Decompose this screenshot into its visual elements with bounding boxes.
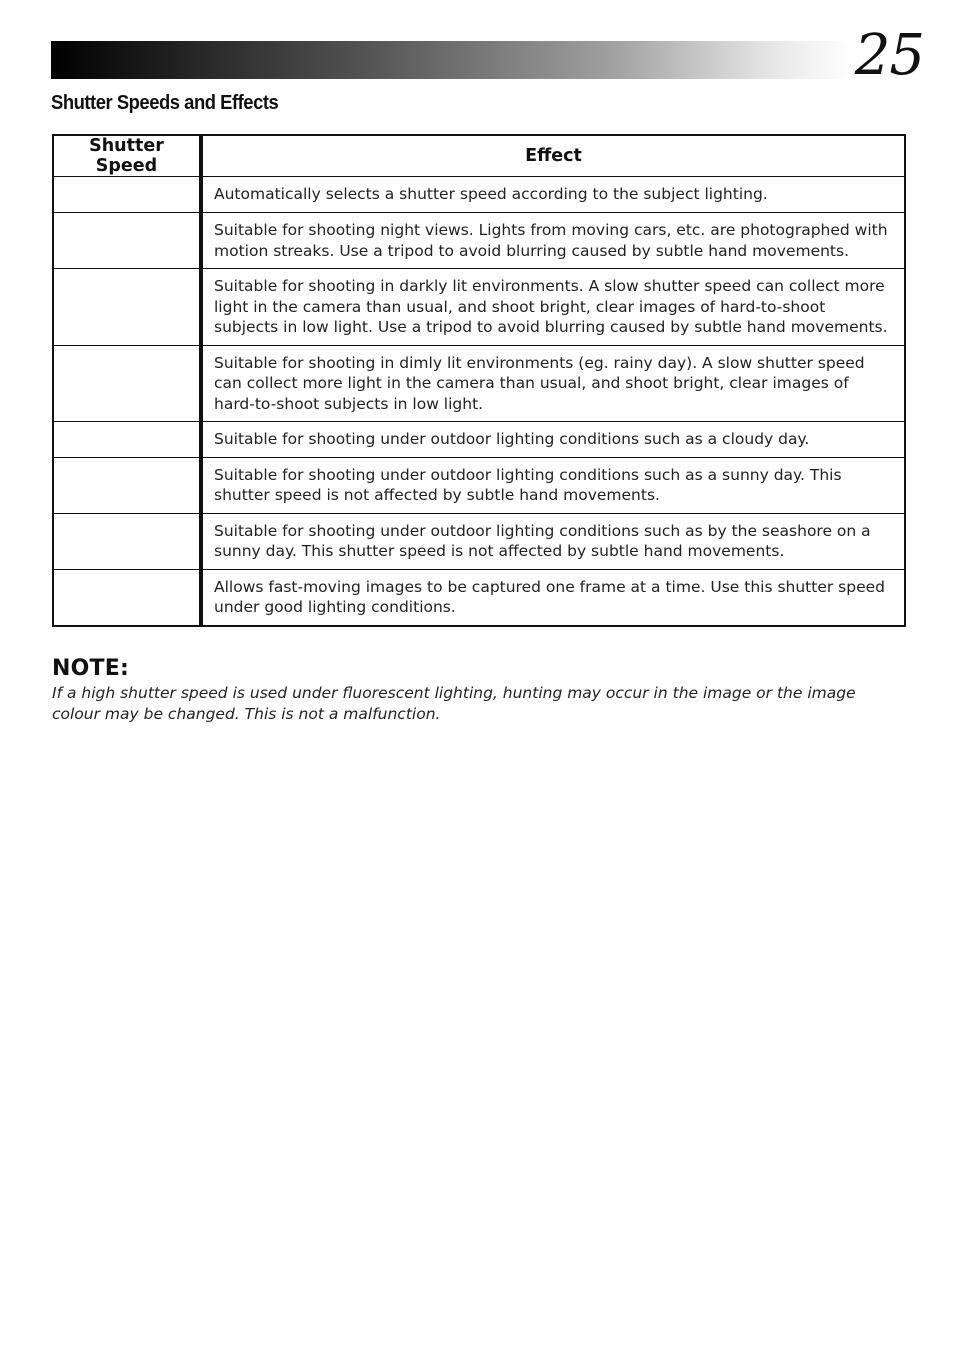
shutter-speed-cell [53, 177, 201, 213]
note-title: NOTE: [52, 656, 129, 681]
effect-cell: Suitable for shooting in dimly lit environments (eg. rainy day). A slow shutter speed can collect more light in the camera than usual, and shoot bright, clear images of hard-to-shoot subjects in low light. [201, 345, 905, 422]
effect-cell: Suitable for shooting under outdoor lighting conditions such as by the seashore on a sunny day. This shutter speed is not affected by subtle hand movements. [201, 513, 905, 569]
effect-cell: Suitable for shooting in darkly lit environments. A slow shutter speed can collect more light in the camera than usual, and shoot bright, clear images of hard-to-shoot subjects in low light. Use a tripod to avoid blurring caused by subtle hand movements. [201, 269, 905, 346]
table-row [53, 269, 905, 346]
table-header-row [53, 135, 905, 177]
shutter-speed-cell [53, 213, 201, 269]
shutter-speed-cell [53, 422, 201, 458]
section-title: Shutter Speeds and Effects [51, 92, 279, 114]
shutter-speed-cell [53, 345, 201, 422]
effect-cell: Suitable for shooting night views. Lights from moving cars, etc. are photographed with motion streaks. Use a tripod to avoid blurring caused by subtle hand movements. [201, 213, 905, 269]
shutter-speed-cell [53, 513, 201, 569]
effect-cell: Suitable for shooting under outdoor lighting conditions such as a sunny day. This shutter speed is not affected by subtle hand movements. [201, 457, 905, 513]
note-text: If a high shutter speed is used under fluorescent lighting, hunting may occur in the image or the image colour may be changed. This is not a malfunction. [52, 684, 856, 723]
column-header-effect: Effect [201, 135, 905, 177]
effect-cell: Suitable for shooting under outdoor lighting conditions such as a cloudy day. [201, 422, 905, 458]
table-row [53, 213, 905, 269]
table-row [53, 513, 905, 569]
table-row [53, 345, 905, 422]
table-row [53, 569, 905, 626]
column-header-shutter-speed: Shutter Speed [53, 135, 201, 177]
table-row [53, 422, 905, 458]
shutter-speed-table [52, 134, 904, 627]
shutter-speed-cell [53, 569, 201, 626]
shutter-speed-cell [53, 269, 201, 346]
table-row [53, 177, 905, 213]
table-row [53, 457, 905, 513]
effect-cell: Automatically selects a shutter speed according to the subject lighting. [201, 177, 905, 213]
effects-table [52, 134, 906, 627]
effect-cell: Allows fast-moving images to be captured one frame at a time. Use this shutter speed under good lighting conditions. [201, 569, 905, 626]
shutter-speed-cell [53, 457, 201, 513]
page-number: 25 [854, 23, 924, 88]
page-header-bar [51, 41, 851, 79]
